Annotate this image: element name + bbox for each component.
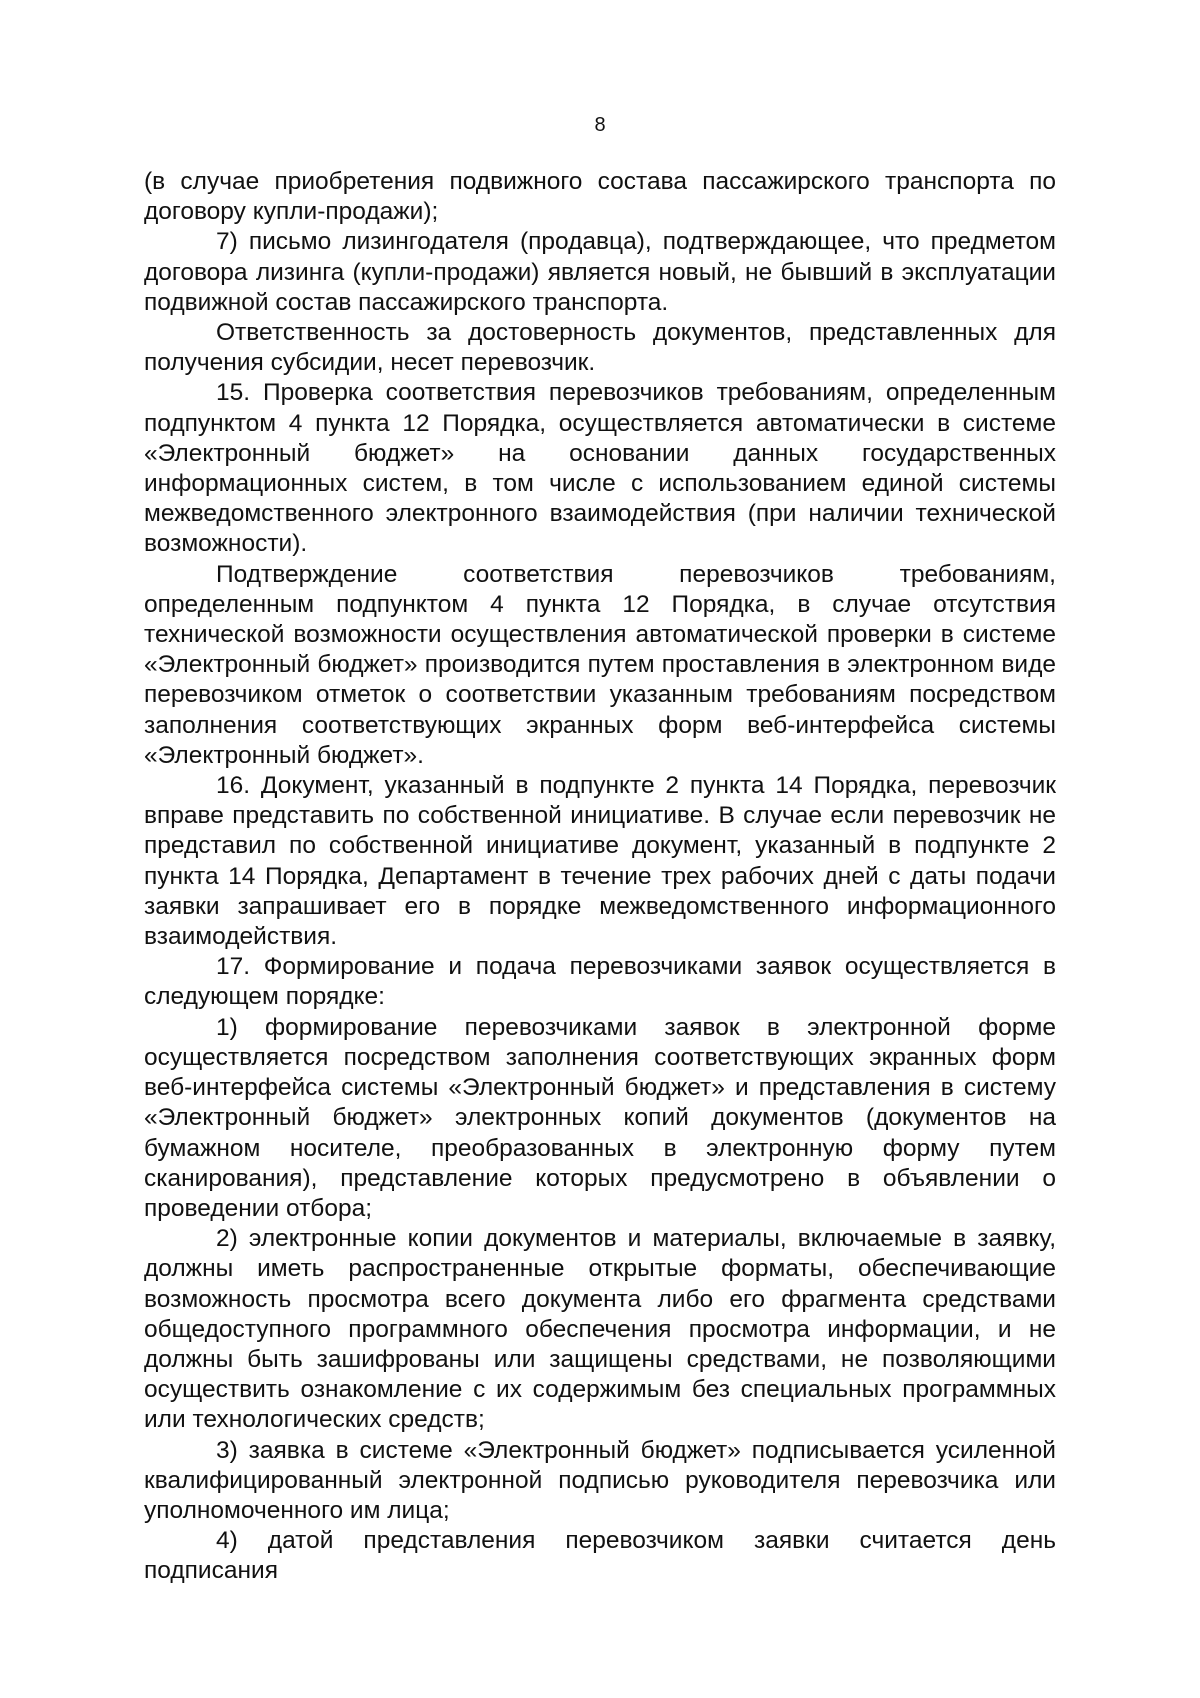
paragraph-15: 15. Проверка соответствия перевозчиков требованиям, определенным подпунктом 4 пункта 12 Порядка, осуществляется автоматически в системе «Электронный бюджет» на основании данных государственных информационных систем, в том числе с использованием единой системы межведомственного электронного взаимодействия (при наличии технической возможности). [144,379,1056,558]
paragraph-continuation: (в случае приобретения подвижного состава пассажирского транспорта по договору купли-продажи); [144,168,1056,226]
paragraph-responsibility: Ответственность за достоверность документов, представленных для получения субсидии, несет перевозчик. [144,319,1056,377]
paragraph-confirmation: Подтверждение соответствия перевозчиков требованиям, определенным подпунктом 4 пункта 12 Порядка, в случае отсутствия технической возможности осуществления автоматической проверки в системе «Электронный бюджет» производится путем проставления в электронном виде перевозчиком отметок о соответствии указанным требованиям посредством заполнения соответствующих экранных форм веб-интерфейса системы «Электронный бюджет». [144,560,1056,769]
page-number: 8 [594,114,606,136]
paragraph-17: 17. Формирование и подача перевозчиками заявок осуществляется в следующем порядке: [144,953,1056,1011]
paragraph-item-7: 7) письмо лизингодателя (продавца), подтверждающее, что предметом договора лизинга (купли-продажи) является новый, не бывший в эксплуатации подвижной состав пассажирского транспорта. [144,228,1056,316]
paragraph-17-item-3: 3) заявка в системе «Электронный бюджет» подписывается усиленной квалифицированный электронной подписью руководителя перевозчика или уполномоченного им лица; [144,1436,1056,1524]
document-body [144,167,1056,1587]
paragraph-17-item-4: 4) датой представления перевозчиком заявки считается день подписания [144,1527,1056,1585]
paragraph-17-item-1: 1) формирование перевозчиками заявок в электронной форме осуществляется посредством заполнения соответствующих экранных форм веб-интерфейса системы «Электронный бюджет» и представления в систему «Электронный бюджет» электронных копий документов (документов на бумажном носителе, преобразованных в электронную форму путем сканирования), представление которых предусмотрено в объявлении о проведении отбора; [144,1013,1056,1222]
paragraph-17-item-2: 2) электронные копии документов и материалы, включаемые в заявку, должны иметь распространенные открытые форматы, обеспечивающие возможность просмотра всего документа либо его фрагмента средствами общедоступного программного обеспечения просмотра информации, и не должны быть зашифрованы или защищены средствами, не позволяющими осуществить ознакомление с их содержимым без специальных программных или технологических средств; [144,1225,1056,1434]
paragraph-16: 16. Документ, указанный в подпункте 2 пункта 14 Порядка, перевозчик вправе представить по собственной инициативе. В случае если перевозчик не представил по собственной инициативе документ, указанный в подпункте 2 пункта 14 Порядка, Департамент в течение трех рабочих дней с даты подачи заявки запрашивает его в порядке межведомственного информационного взаимодействия. [144,772,1056,951]
